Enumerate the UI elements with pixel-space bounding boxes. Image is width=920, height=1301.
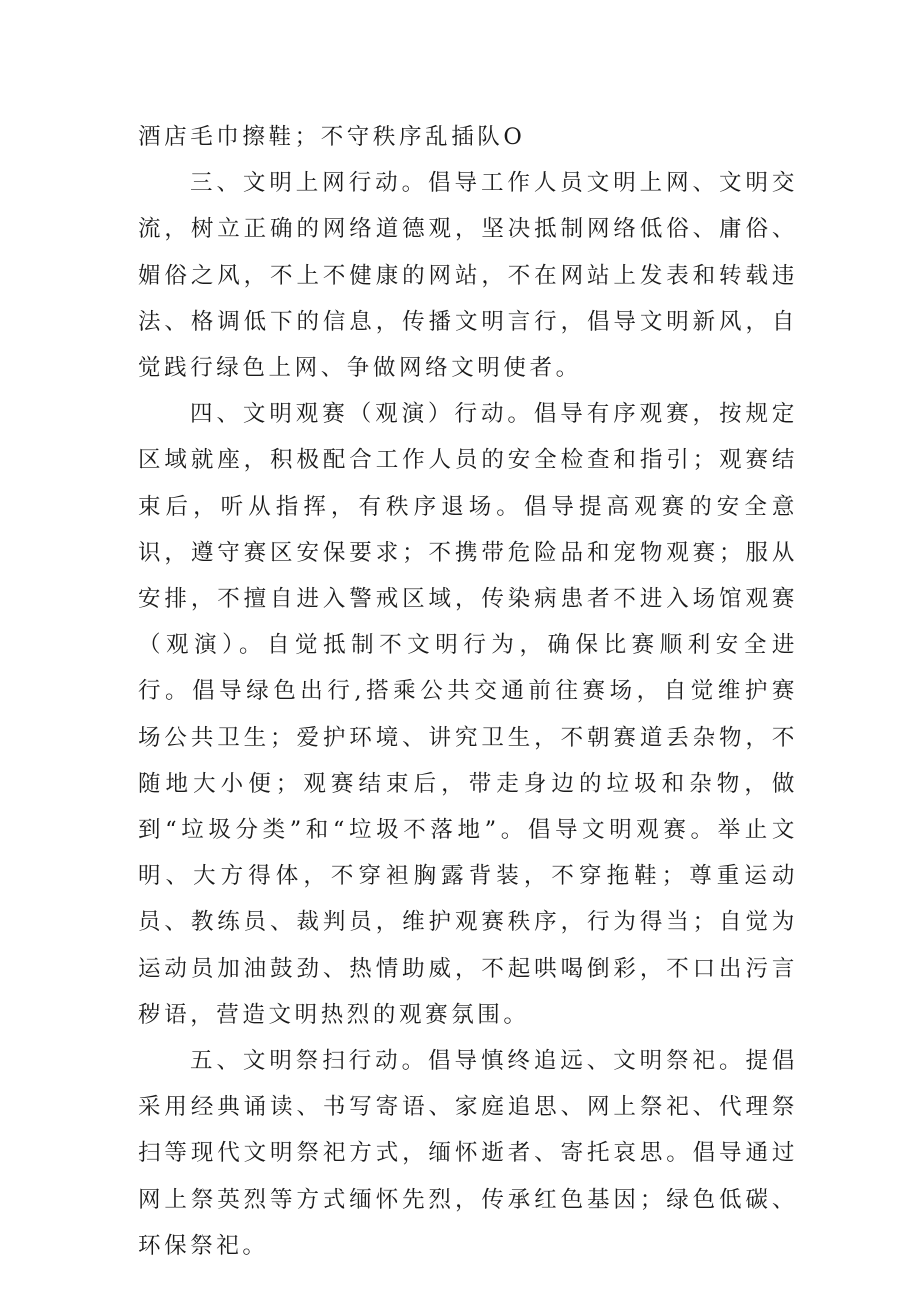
paragraph-tomb-sweeping-civility: 五、文明祭扫行动。倡导慎终追远、文明祭祀。提倡采用经典诵读、书写寄语、家庭追思、网上祭祀、代理祭扫等现代文明祭祀方式，缅怀逝者、寄托哀思。倡导通过网上祭英烈等方式缅怀先烈，传承红色基因；绿色低碳、环保祭祀。 xyxy=(138,1048,798,1259)
paragraph-continuation: 酒店毛巾擦鞋；不守秩序乱插队O xyxy=(138,124,526,150)
paragraph-spectator-civility: 四、文明观赛（观演）行动。倡导有序观赛，按规定区域就座，积极配合工作人员的安全检查和指引；观赛结束后，听从指挥，有秩序退场。倡导提高观赛的安全意识，遵守赛区安保要求；不携带危险品和宠物观赛；服从安排，不擅自进入警戒区域，传染病患者不进入场馆观赛（观演）。自觉抵制不文明行为，确保比赛顺利安全进行。倡导绿色出行,搭乘公共交通前往赛场，自觉维护赛场公共卫生；爱护环境、讲究卫生，不朝赛道丢杂物，不随地大小便；观赛结束后，带走身边的垃圾和杂物，做到“垃圾分类”和“垃圾不落地”。倡导文明观赛。举止文明、大方得体，不穿袒胸露背装，不穿拖鞋；尊重运动员、教练员、裁判员，维护观赛秩序，行为得当；自觉为运动员加油鼓劲、热情助威，不起哄喝倒彩，不口出污言秽语，营造文明热烈的观赛氛围。 xyxy=(138,401,798,1028)
document-body xyxy=(138,114,798,1269)
paragraph-internet-civility: 三、文明上网行动。倡导工作人员文明上网、文明交流，树立正确的网络道德观，坚决抵制网络低俗、庸俗、媚俗之风，不上不健康的网站，不在网站上发表和转载违法、格调低下的信息，传播文明言行，倡导文明新风，自觉践行绿色上网、争做网络文明使者。 xyxy=(138,170,798,382)
